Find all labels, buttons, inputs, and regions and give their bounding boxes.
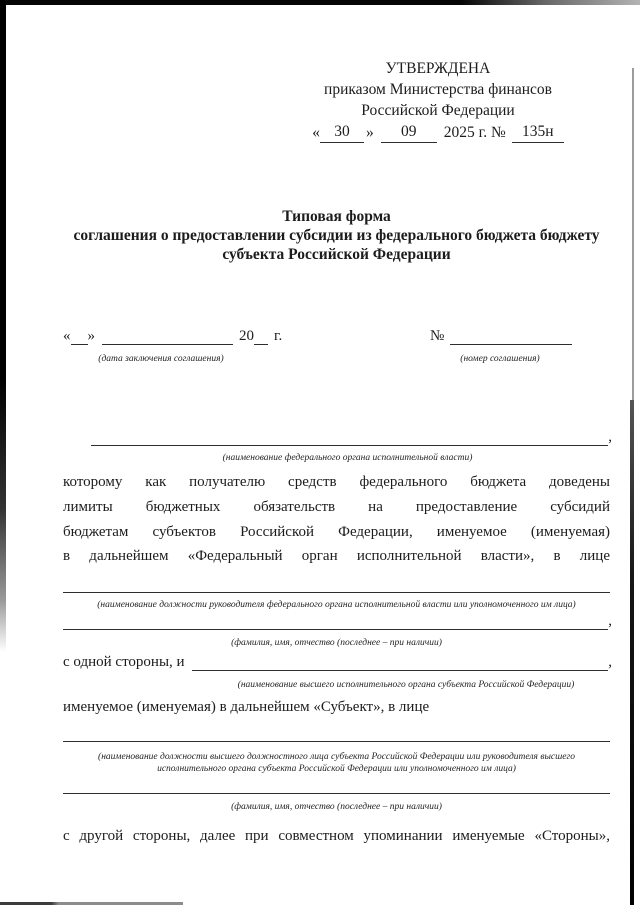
number-caption: (номер соглашения): [460, 354, 540, 364]
month-blank: [102, 344, 233, 345]
quote-open: «: [63, 328, 71, 344]
agreement-number-field: [430, 326, 580, 345]
approval-stamp: [252, 58, 624, 143]
agreement-date-field: [63, 326, 303, 345]
approval-heading: УТВЕРЖДЕНА: [385, 60, 491, 77]
subject-head-blank: [63, 741, 610, 742]
scan-edge-right-lower: [630, 400, 634, 905]
title-line-1: Типовая форма: [282, 208, 391, 225]
paragraph-line: бюджетам субъектов Российской Федерации, именуемое (именуемая): [63, 523, 610, 540]
paragraph-line: лимиты бюджетных обязательств на предоставление субсидий: [63, 498, 610, 515]
day-blank: [71, 344, 88, 345]
date-caption: (дата заключения соглашения): [98, 354, 224, 364]
approval-date-line: [252, 123, 624, 143]
quote-open: «: [312, 124, 320, 141]
fio-blank-line-1: [63, 612, 612, 630]
paragraph-line: которому как получателю средств федерального бюджета доведены: [63, 474, 610, 490]
number-blank: [450, 344, 572, 345]
federal-body-caption: (наименование федерального органа исполнительной власти): [222, 453, 473, 463]
approval-order-number: 135н: [512, 121, 564, 143]
year-prefix: 20: [239, 328, 254, 344]
fio-blank-1: [63, 629, 608, 630]
paragraph-line: с другой стороны, далее при совместном упоминании именуемые «Стороны»,: [63, 828, 610, 844]
year-suffix: г.: [274, 328, 283, 344]
first-party-line: [63, 653, 612, 671]
approval-month-value: 09: [381, 121, 437, 143]
federal-head-caption: (наименование должности руководителя федерального органа исполнительной власти или уполномоченного им лица): [97, 600, 576, 610]
approval-by-line1: приказом Министерства финансов: [324, 81, 552, 98]
document-title: [63, 207, 610, 264]
federal-body-blank-line: [63, 428, 612, 446]
title-line-3: субъекта Российской Федерации: [222, 246, 451, 263]
scan-edge-top: [0, 0, 640, 5]
fio-caption-2: (фамилия, имя, отчество (последнее – при наличии): [231, 802, 442, 812]
paragraph-parties: [63, 824, 610, 849]
approval-day-value: 30: [320, 121, 364, 143]
trailing-comma: ,: [608, 613, 612, 629]
federal-head-blank: [63, 592, 610, 593]
subject-head-caption-line1: (наименование должности высшего должностного лица субъекта Российской Федерации или руководителя высшего: [98, 752, 575, 762]
title-line-2: соглашения о предоставлении субсидии из федерального бюджета бюджету: [73, 227, 600, 244]
subject-intro-text: именуемое (именуемая) в дальнейшем «Субъект», в лице: [63, 699, 430, 715]
approval-year-label: 2025 г. №: [443, 124, 506, 141]
fio-blank-2: [63, 793, 610, 794]
quote-close: »: [87, 328, 95, 344]
subject-body-blank: [192, 670, 609, 671]
first-party-text: с одной стороны, и: [63, 654, 185, 670]
quote-close: »: [365, 124, 374, 141]
trailing-comma: ,: [608, 654, 612, 670]
approval-by-line2: Российской Федерации: [361, 102, 515, 119]
subject-head-caption: [63, 751, 610, 775]
paragraph-line: в дальнейшем «Федеральный орган исполнительной власти», в лице: [63, 548, 610, 565]
federal-body-blank: [91, 445, 608, 446]
scan-edge-left: [0, 0, 6, 652]
trailing-comma: ,: [608, 429, 612, 445]
subject-head-caption-line2: исполнительного органа субъекта Российской Федерации или уполномоченного им лица): [157, 764, 516, 774]
scan-edge-right-upper: [632, 68, 634, 403]
year-blank: [254, 344, 268, 345]
fio-caption-1: (фамилия, имя, отчество (последнее – при наличии): [231, 638, 442, 648]
number-sign: №: [430, 328, 445, 344]
subject-body-caption: (наименование высшего исполнительного органа субъекта Российской Федерации): [237, 680, 575, 690]
paragraph-federal-body: [63, 470, 610, 569]
